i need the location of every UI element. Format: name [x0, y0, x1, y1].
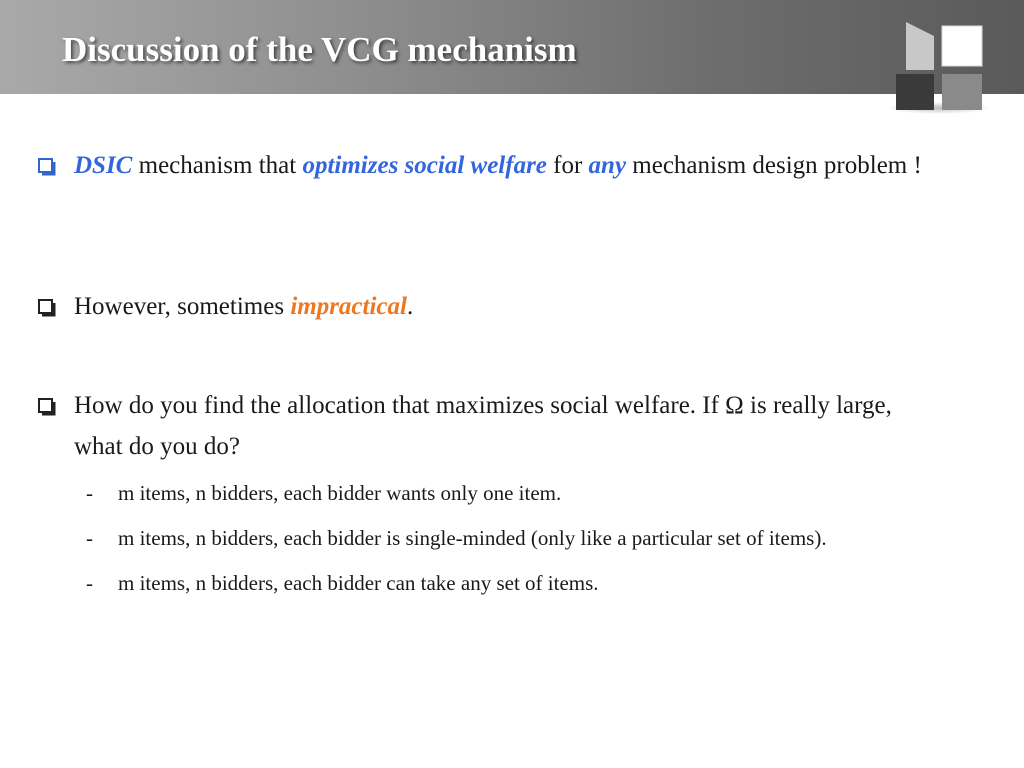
list-item: [86, 478, 561, 508]
dsic-term: DSIC: [74, 152, 133, 179]
bullet-item-impractical: [38, 286, 938, 327]
bullet-text-part: mechanism that: [132, 152, 303, 179]
impractical-term: impractical: [290, 293, 407, 320]
bullet-text-part: How do you find the allocation that maximizes social welfare. If Ω is really large, what do you do?: [74, 392, 892, 460]
bullet-text: [74, 385, 938, 467]
list-item: [86, 523, 827, 553]
dash-marker: -: [86, 481, 93, 505]
bullet-item-allocation: [38, 385, 938, 467]
sub-item-text: m items, n bidders, each bidder can take any set of items.: [118, 571, 599, 595]
bullet-text-part: mechanism design problem !: [626, 152, 922, 179]
sub-item-text: m items, n bidders, each bidder is single-minded (only like a particular set of items).: [118, 526, 827, 550]
bullet-text-part: .: [406, 293, 414, 320]
bullet-text: [74, 286, 938, 327]
list-item: [86, 568, 599, 598]
optimizes-term: optimizes social welfare: [302, 152, 547, 179]
slide-title: Discussion of the VCG mechanism: [62, 30, 577, 69]
dash-marker: -: [86, 526, 93, 550]
sub-item-text: m items, n bidders, each bidder wants only one item.: [118, 481, 562, 505]
bullet-text: [74, 145, 938, 186]
square-bullet-icon: [38, 398, 56, 416]
any-term: any: [588, 152, 627, 179]
bullet-item-dsic: [38, 145, 938, 186]
square-bullet-icon: [38, 158, 56, 176]
square-bullet-icon: [38, 299, 56, 317]
bullet-text-part: However, sometimes: [74, 293, 291, 320]
dash-marker: -: [86, 571, 93, 595]
bullet-text-part: for: [546, 152, 589, 179]
